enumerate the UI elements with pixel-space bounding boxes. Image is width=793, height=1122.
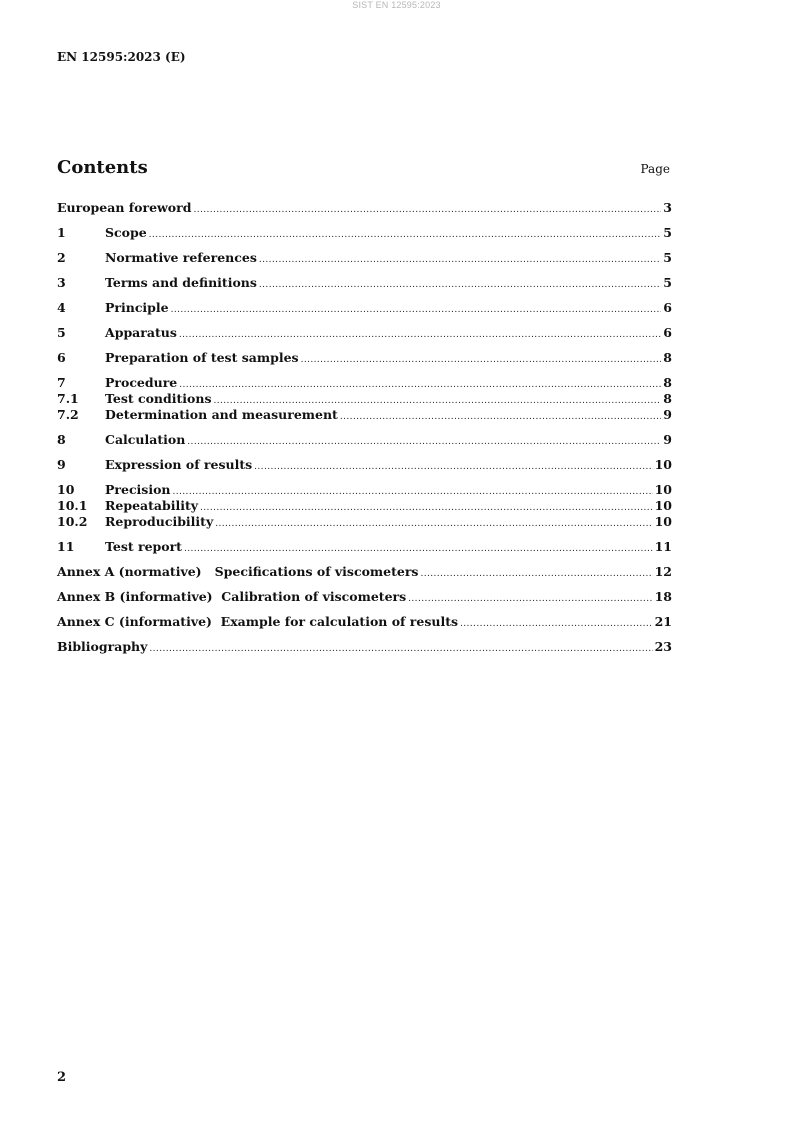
toc-entry-determination-and-measurement[interactable] — [57, 407, 672, 423]
toc-entry-title: Precision — [105, 482, 171, 497]
toc-entry-annex-c[interactable] — [57, 614, 672, 630]
toc-entry-repeatability[interactable] — [57, 498, 672, 514]
toc-entry-scope[interactable] — [57, 225, 672, 241]
toc-entry-page: 3 — [663, 200, 672, 215]
toc-leader-dots — [408, 591, 652, 607]
toc-entry-precision[interactable] — [57, 482, 672, 498]
toc-entry-title: Test report — [105, 539, 182, 554]
toc-entry-test-conditions[interactable] — [57, 391, 672, 407]
toc-entry-terms-and-definitions[interactable] — [57, 275, 672, 291]
toc-entry-title: Scope — [105, 225, 147, 240]
toc-leader-dots — [301, 352, 662, 368]
toc-entry-title: Principle — [105, 300, 169, 315]
toc-entry-number: 4 — [57, 300, 66, 315]
toc-entry-page: 11 — [654, 539, 672, 554]
toc-entry-number: 7.1 — [57, 391, 79, 406]
document-id-header: EN 12595:2023 (E) — [57, 50, 186, 64]
toc-entry-title: Preparation of test samples — [105, 350, 299, 365]
toc-leader-dots — [193, 202, 661, 218]
toc-entry-annex-b[interactable] — [57, 589, 672, 605]
toc-entry-page: 5 — [663, 250, 672, 265]
toc-leader-dots — [149, 641, 652, 657]
toc-entry-european-foreword[interactable] — [57, 200, 672, 216]
toc-entry-page: 10 — [654, 514, 672, 529]
toc-leader-dots — [259, 277, 661, 293]
toc-entry-number: 5 — [57, 325, 66, 340]
toc-entry-title: Bibliography — [57, 639, 148, 654]
toc-entry-page: 5 — [663, 225, 672, 240]
toc-entry-title: Apparatus — [105, 325, 177, 340]
toc-entry-principle[interactable] — [57, 300, 672, 316]
toc-entry-title: Annex A (normative) Specifications of viscometers — [57, 564, 419, 579]
toc-entry-normative-references[interactable] — [57, 250, 672, 266]
toc-entry-number: 7.2 — [57, 407, 79, 422]
toc-entry-title: Annex B (informative) Calibration of viscometers — [57, 589, 407, 604]
toc-entry-expression-of-results[interactable] — [57, 457, 672, 473]
toc-entry-annex-a[interactable] — [57, 564, 672, 580]
toc-entry-preparation-of-test-samples[interactable] — [57, 350, 672, 366]
table-of-contents — [57, 200, 672, 655]
toc-entry-number: 10.1 — [57, 498, 88, 513]
toc-leader-dots — [179, 377, 661, 393]
toc-leader-dots — [173, 484, 653, 500]
watermark: SIST EN 12595:2023 — [352, 0, 441, 10]
toc-entry-page: 10 — [654, 482, 672, 497]
toc-entry-page: 12 — [654, 564, 672, 579]
toc-entry-reproducibility[interactable] — [57, 514, 672, 530]
toc-entry-number: 9 — [57, 457, 66, 472]
toc-leader-dots — [149, 227, 662, 243]
contents-heading: Contents — [57, 157, 148, 178]
toc-entry-title: Determination and measurement — [105, 407, 338, 422]
toc-leader-dots — [340, 409, 661, 425]
toc-entry-procedure[interactable] — [57, 375, 672, 391]
toc-leader-dots — [200, 500, 653, 516]
toc-leader-dots — [460, 616, 653, 632]
toc-entry-title: Terms and definitions — [105, 275, 257, 290]
toc-entry-page: 6 — [663, 325, 672, 340]
toc-entry-calculation[interactable] — [57, 432, 672, 448]
toc-entry-title: Procedure — [105, 375, 178, 390]
toc-entry-title: Normative references — [105, 250, 257, 265]
toc-entry-title: Annex C (informative) Example for calculation of results — [57, 614, 459, 629]
toc-entry-title: Expression of results — [105, 457, 253, 472]
toc-entry-title: Test conditions — [105, 391, 212, 406]
toc-entry-page: 10 — [654, 498, 672, 513]
toc-leader-dots — [184, 541, 653, 557]
toc-entry-bibliography[interactable] — [57, 639, 672, 655]
toc-leader-dots — [171, 302, 662, 318]
page-number: 2 — [57, 1070, 67, 1085]
toc-entry-page: 23 — [654, 639, 672, 654]
toc-entry-title: Calculation — [105, 432, 186, 447]
page-column-label: Page — [640, 162, 670, 176]
toc-leader-dots — [254, 459, 652, 475]
toc-leader-dots — [259, 252, 661, 268]
toc-entry-page: 18 — [654, 589, 672, 604]
toc-entry-number: 11 — [57, 539, 75, 554]
toc-entry-number: 6 — [57, 350, 66, 365]
toc-entry-test-report[interactable] — [57, 539, 672, 555]
toc-entry-number: 10 — [57, 482, 75, 497]
toc-entry-page: 9 — [663, 432, 672, 447]
toc-entry-number: 8 — [57, 432, 66, 447]
toc-entry-number: 10.2 — [57, 514, 88, 529]
toc-leader-dots — [179, 327, 661, 343]
toc-entry-page: 9 — [663, 407, 672, 422]
toc-entry-number: 7 — [57, 375, 66, 390]
toc-entry-title: Reproducibility — [105, 514, 214, 529]
toc-leader-dots — [420, 566, 652, 582]
toc-entry-page: 21 — [654, 614, 672, 629]
toc-entry-page: 6 — [663, 300, 672, 315]
toc-leader-dots — [215, 516, 652, 532]
toc-entry-title: European foreword — [57, 200, 192, 215]
toc-entry-page: 10 — [654, 457, 672, 472]
toc-entry-number: 1 — [57, 225, 66, 240]
toc-entry-title: Repeatability — [105, 498, 199, 513]
toc-entry-page: 8 — [663, 391, 672, 406]
toc-entry-number: 3 — [57, 275, 66, 290]
toc-entry-number: 2 — [57, 250, 66, 265]
toc-leader-dots — [187, 434, 661, 450]
toc-entry-page: 8 — [663, 350, 672, 365]
toc-entry-page: 5 — [663, 275, 672, 290]
toc-entry-page: 8 — [663, 375, 672, 390]
toc-entry-apparatus[interactable] — [57, 325, 672, 341]
